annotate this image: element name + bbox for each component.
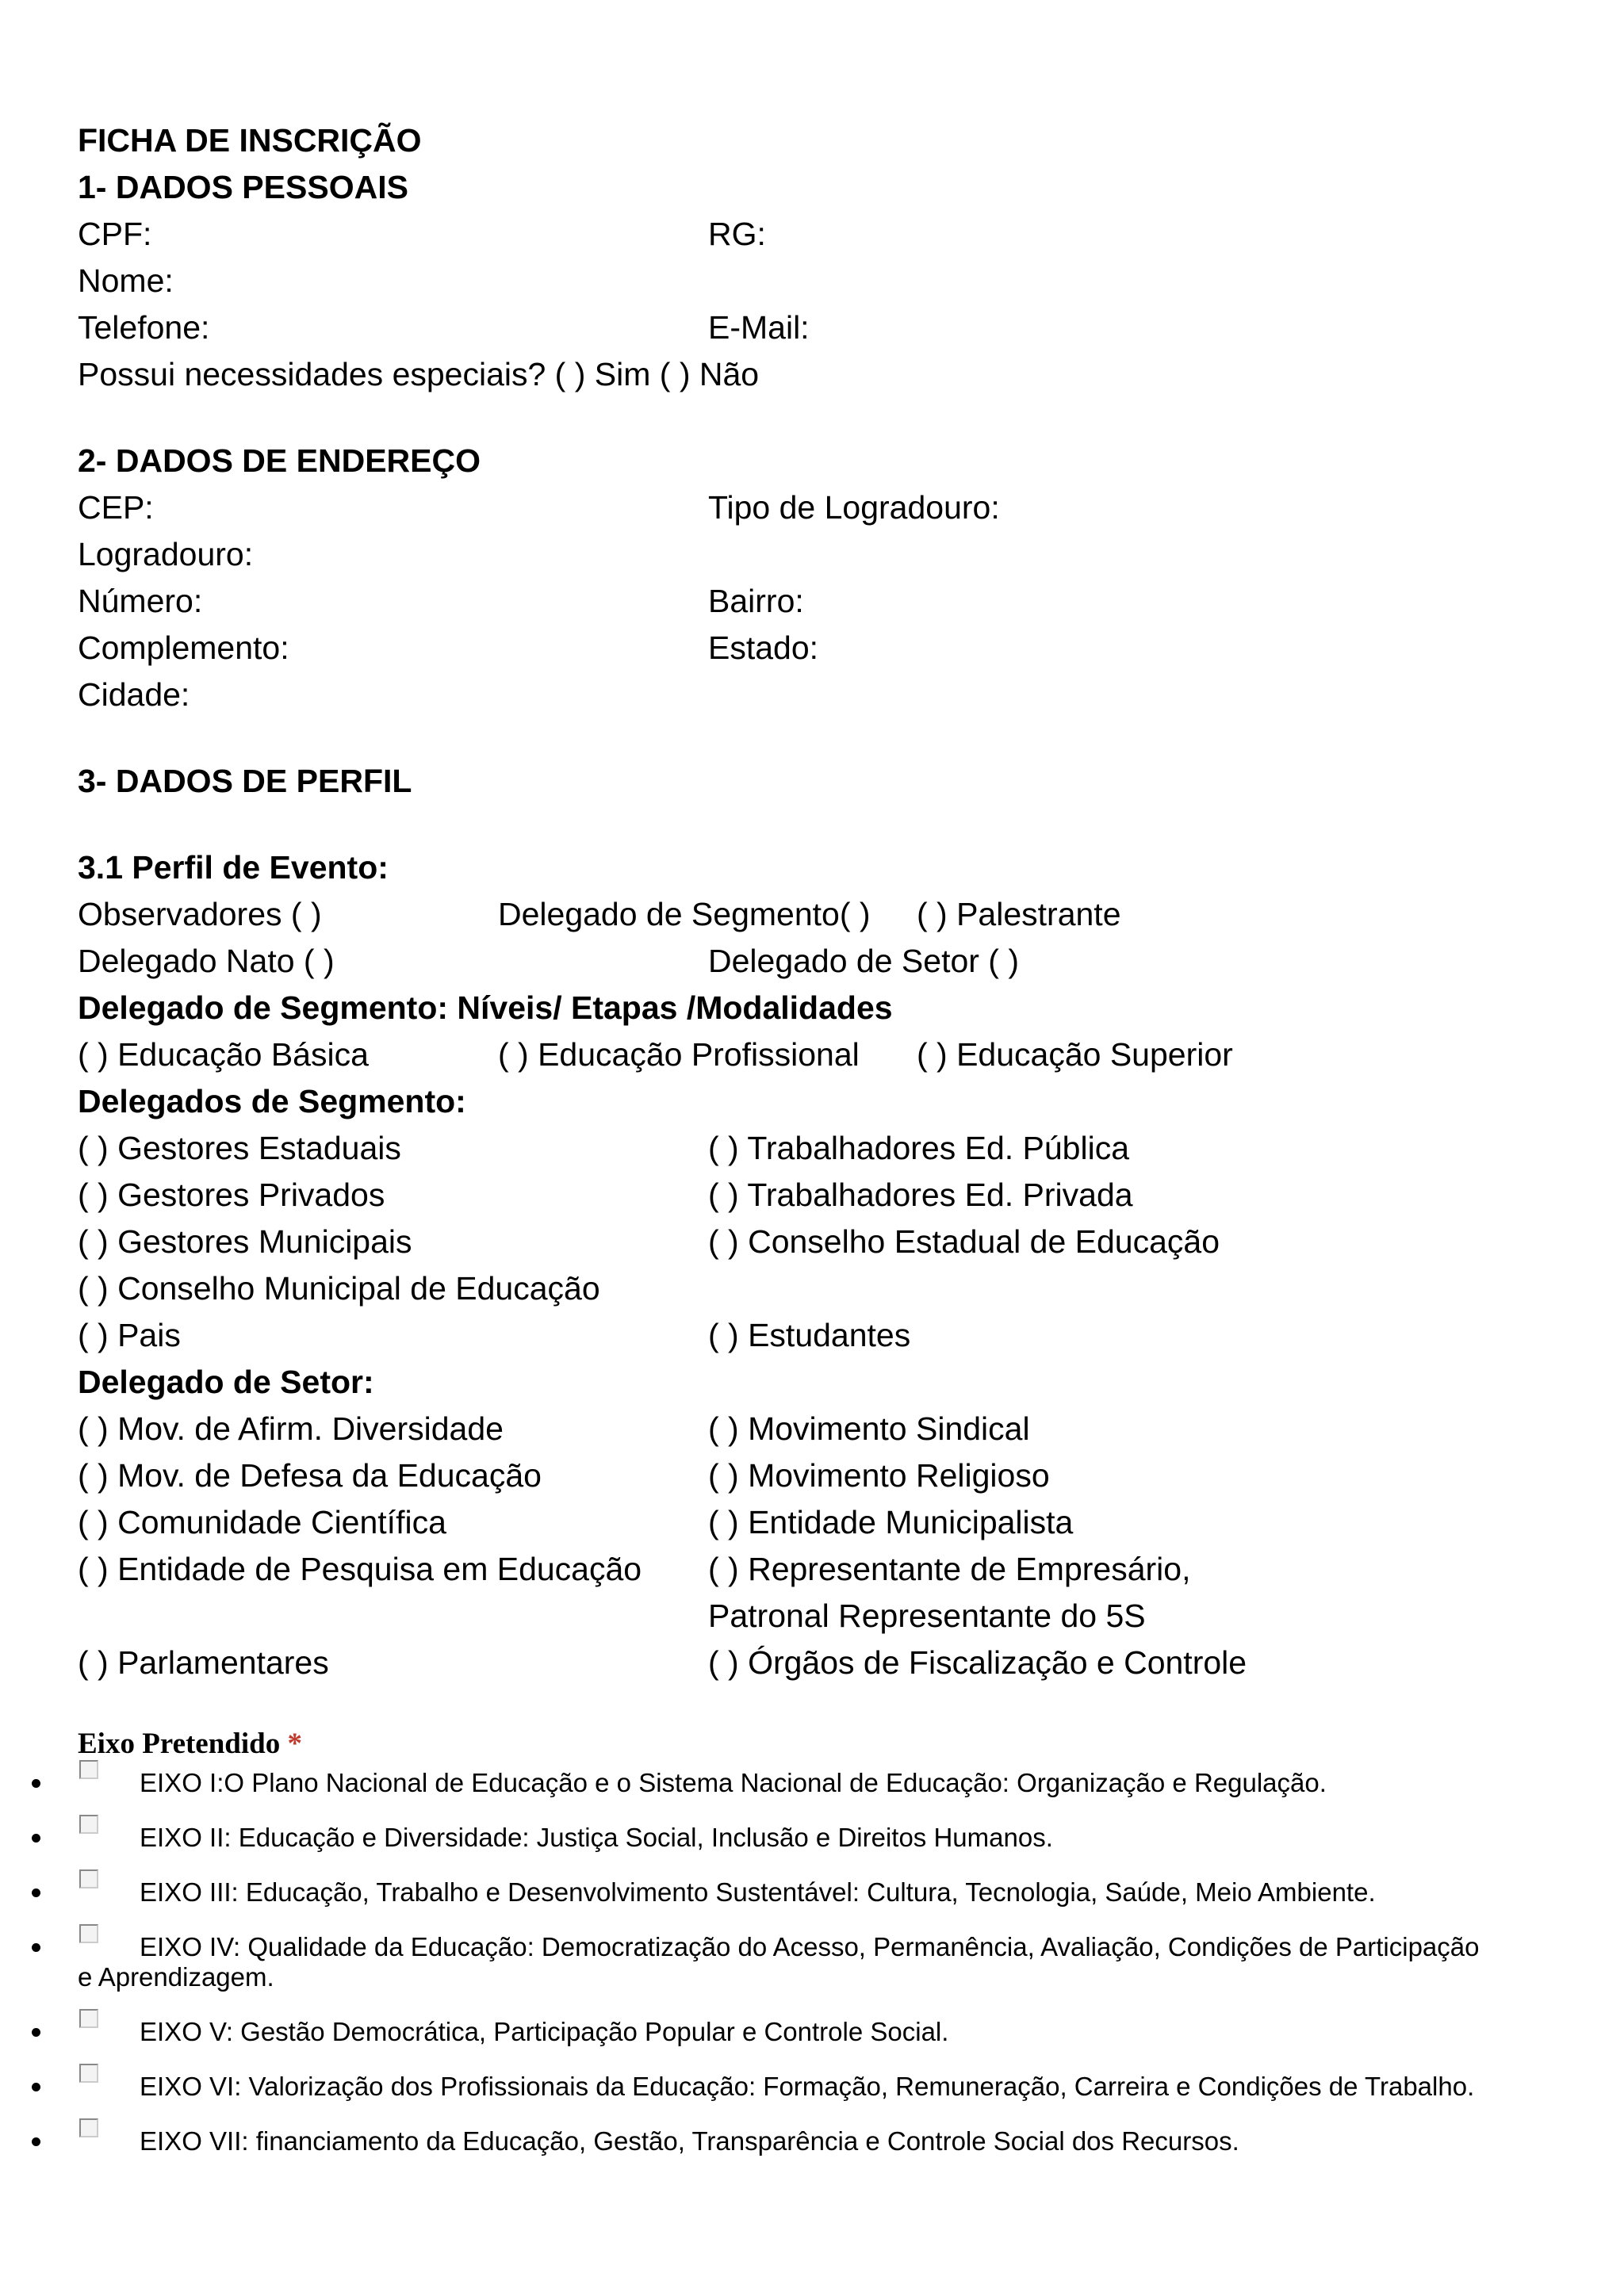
row-cep-tipo: [78, 484, 1584, 531]
eixo-checkbox[interactable]: [79, 1869, 98, 1888]
eixo-checkbox[interactable]: [79, 1760, 98, 1779]
eixo-section: [78, 1727, 1584, 2181]
segments-heading: Delegados de Segmento:: [78, 1083, 466, 1119]
segment-option: ( ) Estudantes: [708, 1317, 911, 1353]
complemento-label: Complemento:: [78, 629, 289, 666]
numero-label: Número:: [78, 583, 203, 619]
rg-label: RG:: [708, 216, 766, 252]
eixo-checkbox[interactable]: [79, 2009, 98, 2028]
segment-row: [78, 1172, 1584, 1219]
eixo-item: [78, 2126, 1584, 2156]
sector-option: ( ) Movimento Religioso: [708, 1457, 1050, 1494]
eixo-item: [78, 2017, 1584, 2047]
sector-row: [78, 1499, 1584, 1546]
delegado-setor-option: Delegado de Setor ( ): [708, 943, 1020, 979]
levels-heading: Delegado de Segmento: Níveis/ Etapas /Modalidades: [78, 989, 893, 1026]
eixo-item: [78, 1877, 1584, 1908]
registration-form: [78, 117, 1584, 1686]
sectors-list: [78, 1406, 1584, 1686]
observadores-option: Observadores ( ): [78, 896, 322, 932]
segment-option: ( ) Pais: [78, 1317, 181, 1353]
bullet-icon: [32, 1779, 40, 1788]
bullet-icon: [32, 2137, 40, 2146]
estado-label: Estado:: [708, 629, 819, 666]
row-complemento-estado: [78, 625, 1584, 672]
sector-heading: Delegado de Setor:: [78, 1364, 374, 1400]
eixo-item: [78, 1768, 1584, 1798]
eixo-checkbox[interactable]: [79, 2118, 98, 2137]
sector-option: ( ) Entidade de Pesquisa em Educação: [78, 1551, 642, 1587]
eixo-checkbox[interactable]: [79, 2064, 98, 2083]
nome-label: Nome:: [78, 262, 174, 299]
segment-row: [78, 1125, 1584, 1172]
sector-option: ( ) Representante de Empresário,: [708, 1551, 1191, 1587]
segment-row: [78, 1265, 1584, 1312]
eixo-title: [78, 1727, 1584, 1762]
row-event-profile-2: [78, 938, 1584, 985]
segment-option: ( ) Conselho Municipal de Educação: [78, 1270, 600, 1307]
eixo-title-text: Eixo Pretendido: [78, 1728, 281, 1760]
bairro-label: Bairro:: [708, 583, 804, 619]
row-telefone-email: [78, 304, 1584, 351]
sector-option: ( ) Comunidade Científica: [78, 1504, 446, 1540]
segment-option: ( ) Trabalhadores Ed. Privada: [708, 1177, 1133, 1213]
cidade-label: Cidade:: [78, 676, 190, 713]
section-address-heading: 2- DADOS DE ENDEREÇO: [78, 442, 481, 479]
row-numero-bairro: [78, 578, 1584, 625]
sector-option: ( ) Mov. de Defesa da Educação: [78, 1457, 542, 1494]
educacao-superior-option: ( ) Educação Superior: [917, 1036, 1233, 1073]
segment-option: ( ) Gestores Privados: [78, 1177, 385, 1213]
bullet-icon: [32, 1943, 40, 1952]
educacao-profissional-option: ( ) Educação Profissional: [498, 1036, 860, 1073]
row-levels: [78, 1031, 1584, 1078]
section-personal-heading: 1- DADOS PESSOAIS: [78, 169, 408, 205]
delegado-nato-option: Delegado Nato ( ): [78, 943, 335, 979]
eixo-checkbox[interactable]: [79, 1924, 98, 1943]
eixo-label: EIXO I:O Plano Nacional de Educação e o Sistema Nacional de Educação: Organização e Regulação.: [140, 1768, 1327, 1797]
row-cpf-rg: [78, 211, 1584, 258]
cpf-label: CPF:: [78, 216, 152, 252]
sector-option: Patronal Representante do 5S: [708, 1598, 1146, 1634]
sector-option: ( ) Movimento Sindical: [708, 1410, 1030, 1447]
eixo-item: [78, 1932, 1584, 1992]
row-event-profile-1: [78, 891, 1584, 938]
eixo-label: EIXO III: Educação, Trabalho e Desenvolvimento Sustentável: Cultura, Tecnologia, Saúde, Meio Ambiente.: [140, 1877, 1376, 1907]
bullet-icon: [32, 2028, 40, 2037]
segment-option: ( ) Gestores Estaduais: [78, 1130, 401, 1166]
sector-option: ( ) Mov. de Afirm. Diversidade: [78, 1410, 504, 1447]
eixo-list: [78, 1768, 1584, 2156]
cep-label: CEP:: [78, 489, 154, 526]
bullet-icon: [32, 1888, 40, 1897]
sector-option: ( ) Entidade Municipalista: [708, 1504, 1074, 1540]
eixo-checkbox[interactable]: [79, 1815, 98, 1834]
sector-row: [78, 1640, 1584, 1686]
eixo-label-continuation: e Aprendizagem.: [78, 1962, 274, 1992]
eixo-label: EIXO VI: Valorização dos Profissionais da Educação: Formação, Remuneração, Carreira e Condições de Trabalho.: [140, 2072, 1475, 2101]
sector-row: [78, 1452, 1584, 1499]
sector-option: ( ) Parlamentares: [78, 1644, 329, 1681]
sector-row: [78, 1593, 1584, 1640]
logradouro-label: Logradouro:: [78, 536, 254, 572]
segment-option: ( ) Trabalhadores Ed. Pública: [708, 1130, 1129, 1166]
palestrante-option: ( ) Palestrante: [917, 896, 1121, 932]
segment-row: [78, 1219, 1584, 1265]
sector-option: ( ) Órgãos de Fiscalização e Controle: [708, 1644, 1247, 1681]
event-profile-heading: 3.1 Perfil de Evento:: [78, 849, 389, 886]
segment-option: ( ) Gestores Municipais: [78, 1223, 412, 1260]
email-label: E-Mail:: [708, 309, 810, 346]
sector-row: [78, 1406, 1584, 1452]
segment-option: ( ) Conselho Estadual de Educação: [708, 1223, 1220, 1260]
eixo-label: EIXO IV: Qualidade da Educação: Democratização do Acesso, Permanência, Avaliação, Condições de Participação: [140, 1932, 1480, 1961]
delegado-segmento-option: Delegado de Segmento( ): [498, 896, 871, 932]
telefone-label: Telefone:: [78, 309, 210, 346]
eixo-label: EIXO VII: financiamento da Educação, Gestão, Transparência e Controle Social dos Recursos.: [140, 2126, 1239, 2156]
bullet-icon: [32, 1834, 40, 1843]
segments-list: [78, 1125, 1584, 1359]
necessidades-question: Possui necessidades especiais? ( ) Sim ( ) Não: [78, 356, 760, 392]
form-title: FICHA DE INSCRIÇÃO: [78, 122, 422, 159]
educacao-basica-option: ( ) Educação Básica: [78, 1036, 369, 1073]
eixo-label: EIXO V: Gestão Democrática, Participação Popular e Controle Social.: [140, 2017, 949, 2046]
sector-row: [78, 1546, 1584, 1593]
eixo-item: [78, 2072, 1584, 2102]
bullet-icon: [32, 2083, 40, 2091]
required-mark: *: [287, 1728, 302, 1760]
tipo-logradouro-label: Tipo de Logradouro:: [708, 489, 1000, 526]
section-profile-heading: 3- DADOS DE PERFIL: [78, 763, 412, 799]
eixo-item: [78, 1823, 1584, 1853]
eixo-label: EIXO II: Educação e Diversidade: Justiça Social, Inclusão e Direitos Humanos.: [140, 1823, 1053, 1852]
segment-row: [78, 1312, 1584, 1359]
